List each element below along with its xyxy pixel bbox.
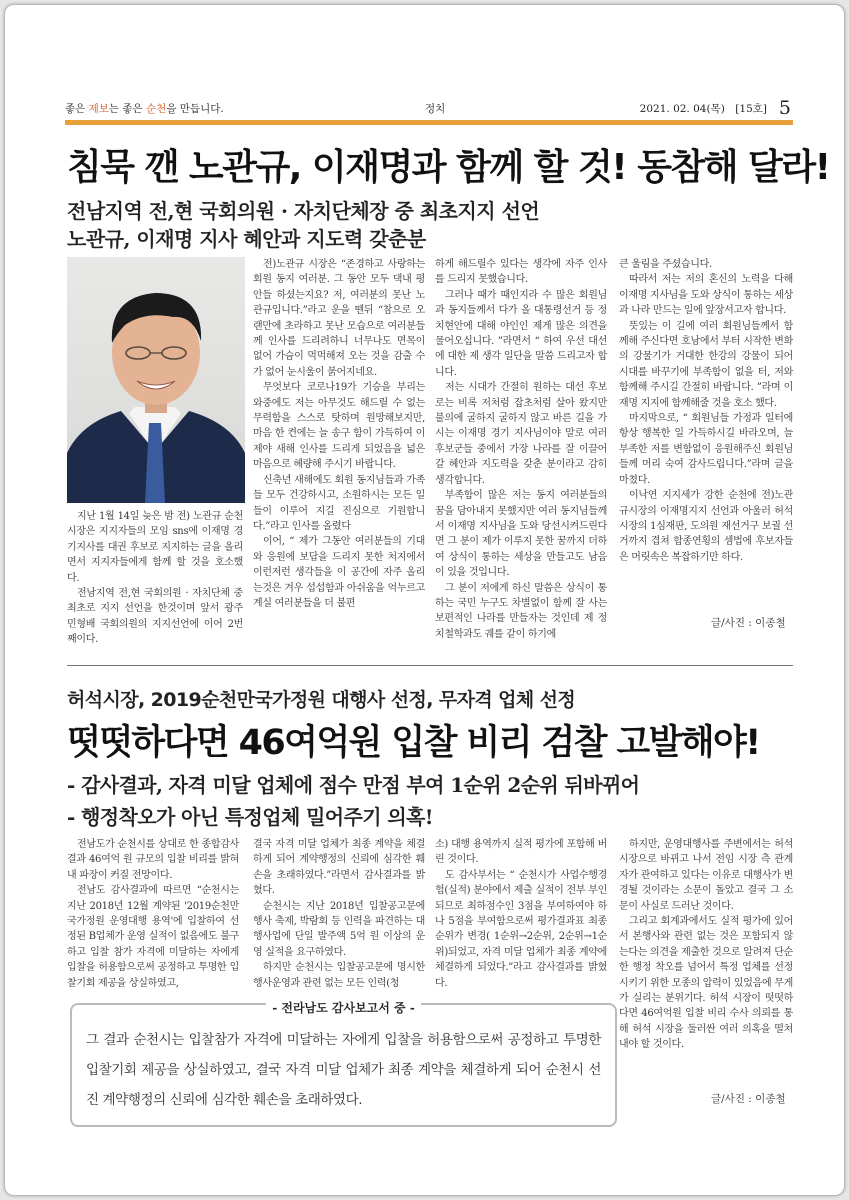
header-accent-bar <box>65 120 793 125</box>
paragraph: 도 감사부서는 “ 순천시가 사업수행경험(실적) 분야에서 제출 실적이 전부 부인되므로 최하점수인 3점을 부여하여야 하나 5점을 부여함으로써 평가결과표 최종 순위가 변경( 1순위→2순위, 2순위→1순위)되었고, 자격 미달 업체가 최종 계약에 체결하게 되었다.”라고 감사결과를 밝혔다. <box>435 869 607 989</box>
paragraph: 결국 자격 미달 업체가 최종 계약을 체결하게 되어 계약행정의 신뢰에 심각한 훼손을 초래하였다.”라면서 감사결과를 밝혔다. <box>253 839 425 897</box>
paragraph: 그리고 회계과에서도 실적 평가에 있어서 본행사와 관련 없는 것은 포함되지 않는다는 의견을 제출한 것으로 알려져 단순한 행정 착오를 넘어서 특정 업체를 선정시키기 위한 모종의 압력이 있었음에 무게가 실리는 분위기다. 허석 시장이 떳떳하다면 46여억원 입찰 비리 수사 의뢰를 통해 허석 시장을 둘러싼 여러 의혹을 떨쳐내야 할 것이다. <box>619 916 793 1051</box>
newspaper-motto: 좋은 제보는 좋은 순천을 만듭니다. <box>65 103 224 115</box>
headline-1: 침묵 깬 노관규, 이재명과 함께 할 것! 동참해 달라! <box>67 147 830 188</box>
article1-column-2 <box>253 257 425 611</box>
article-divider <box>67 665 793 666</box>
article1-column-4 <box>619 257 793 565</box>
headline-2: 떳떳하다면 46여억원 입찰 비리 검찰 고발해야! <box>67 723 760 763</box>
paragraph: 소) 대행 용역까지 실적 평가에 포함해 버린 것이다. <box>435 839 607 866</box>
paragraph: 하지만, 운영대행사를 주변에서는 허석 시장으로 바뀌고 나서 전임 시장 측 관계자가 관여하고 있다는 이유로 대행사가 변경될 것이라는 소문이 돌았고 결국 그 소문이 사실로 드러난 것이다. <box>619 839 793 912</box>
paragraph: 그 분이 저에게 하신 말씀은 상식이 통하는 국민 누구도 차별없이 함께 잘 사는 보편적인 나라를 만들자는 것인데 제 정치철학과도 궤를 같이 하기에 <box>435 582 607 640</box>
portrait-photo <box>67 257 245 503</box>
paragraph: 전남도가 순천시를 상대로 한 종합감사결과 46여억 원 규모의 입찰 비리를 밝혀내 파장이 커질 전망이다. <box>67 839 239 881</box>
audit-quote-text: 그 결과 순천시는 입찰참가 자격에 미달하는 자에게 입찰을 허용함으로써 공정하고 투명한 입찰기회 제공을 상실하였고, 결국 자격 미달 업체가 최종 계약을 체결하게 되어 순천시 선진 계약행정의 신뢰에 심각한 훼손을 초래하였다. <box>86 1032 601 1108</box>
article2-column-3 <box>435 837 607 991</box>
article1-credit: 글/사진 : 이종철 <box>711 617 786 629</box>
paragraph: 이어, “ 제가 그동안 여러분들의 기대와 응원에 보답을 드리지 못한 처지에서 이런저런 생각들을 이 공간에 자주 올리는것은 겨우 섭섭함과 아쉬움을 억누르고 계실 여러분들을 더 불편 <box>253 536 425 609</box>
paragraph: 마지막으로, “ 회원님들 가정과 일터에 항상 행복한 일 가득하시길 바라오며, 늘 부족한 저를 변함없이 응원해주신 회원님들께 머리 숙여 감사드립니다.”라며 글을 마쳤다. <box>619 413 793 486</box>
audit-quote-title: - 전라남도 감사보고서 중 - <box>266 1001 421 1015</box>
subheadline-1a: 전남지역 전,현 국회의원 · 자치단체장 중 최초지지 선언 <box>67 199 540 223</box>
paragraph: 하지만 순천시는 입찰공고문에 명시한 행사운영과 관련 없는 모든 인력(청 <box>253 962 425 989</box>
paragraph: 신축년 새해에도 회원 동지님들과 가족들 모두 건강하시고, 소원하시는 모든 일들이 이루어 지길 진심으로 기원합니다.”라고 인사를 올렸다 <box>253 474 425 532</box>
article2-credit: 글/사진 : 이종철 <box>711 1093 786 1105</box>
kicker-2: 허석시장, 2019순천만국가정원 대행사 선정, 무자격 업체 선정 <box>67 689 576 711</box>
paragraph: 부족함이 많은 저는 동지 여러분들의 꿈을 담아내지 못했지만 여러 동지님들께서 이재명 지사님을 도와 당선시켜드린다면 그 분이 제가 이루지 못한 꿈까지 더하여 상식이 통하는 세상을 만들고도 남음이 있을 것입니다. <box>435 490 607 579</box>
paragraph: 그러나 때가 때인지라 수 많은 회원님과 동지들께서 다가 올 대통령선거 등 정치현안에 대해 야인인 제게 많은 의견을 물어오십니다. ”라면서 “ 하여 우선 대선에 대한 제 생각 일단을 말씀 드리고자 합니다. <box>435 289 607 378</box>
article2-column-1 <box>67 837 239 991</box>
issue-date: 2021. 02. 04(목) [15호] <box>639 103 767 115</box>
subheadline-2a: - 감사결과, 자격 미달 업체에 점수 만점 부여 1순위 2순위 뒤바뀌어 <box>67 773 640 797</box>
portrait-illustration <box>67 257 245 503</box>
paragraph: 저는 시대가 간절히 원하는 대선 후보로는 비록 저처럼 잡초처럼 살아 왔지만 불의에 굴하지 굴하지 않고 바른 길을 가시는 이재명 경기 지사님이야 말로 여러 후보군들 중에서 가장 나라를 잘 이끌어 갈 혜안과 지도력을 갖춘 분이라고 감히 생각합니다. <box>435 382 607 486</box>
paragraph: 순천시는 지난 2018년 입찰공고문에 행사 축제, 박람회 등 인력을 파견하는 대행사업에 단일 발주액 5억 원 이상의 운영 실적을 요구하였다. <box>253 900 425 958</box>
photo-caption-column <box>67 509 243 648</box>
subheadline-1b: 노관규, 이재명 지사 혜안과 지도력 갖춘분 <box>67 227 426 251</box>
audit-quote-title-wrap <box>72 997 615 1016</box>
paragraph: 큰 울림을 주셨습니다. <box>619 259 712 270</box>
section-label: 정치 <box>425 103 446 115</box>
paragraph: 전)노관규 시장은 “존경하고 사랑하는 회원 동지 여러분. 그 동안 모두 댁내 평안들 하셨는지요? 저, 여러분의 못난 노관규입니다.”라고 운을 뗀뒤 “참으로 오랜만에 초라하고 못난 모습으로 여러분들께 인사를 드리려하니 너무나도 면목이 없어 가슴이 먹먹해져 오는 것을 감출 수가 없어 눈시울이 붉어지네요. <box>253 259 425 378</box>
paragraph: 하게 해드릴수 있다는 생각에 자주 인사를 드리지 못했습니다. <box>435 259 607 286</box>
article2-column-2 <box>253 837 425 991</box>
paragraph: 전남도 감사결과에 따르면 “순천시는 지난 2018년 12월 계약된 '2019순천만국가정원 운영대행 용역'에 입찰하여 선정된 B업체가 운영 실적이 없음에도 불구하고 입찰 참가 자격에 미달하는 자에게 입찰을 허용함으로써 공정하고 투명한 입찰기회 제공을 상실하였고, <box>67 885 239 989</box>
subheadline-2b: - 행정착오가 아닌 특정업체 밀어주기 의혹! <box>67 805 433 829</box>
newspaper-page <box>4 4 845 1196</box>
article2-column-4 <box>619 837 793 1053</box>
article1-column-3 <box>435 257 607 642</box>
paragraph: 뜻있는 이 길에 여러 회원님들께서 함께해 주신다면 호남에서 부터 시작한 변화의 강물기가 거대한 한강의 강물이 되어 시대를 바꾸기에 부족함이 없을 터, 저와 함께해 주시길 간절히 바랍니다. ”라며 이재명 지지에 함께해줄 것을 호소 했다. <box>619 320 793 409</box>
paragraph: 따라서 저는 저의 혼신의 노력을 다해 이재명 지사님을 도와 상식이 통하는 세상과 나라 만드는 일에 앞장서고자 합니다. <box>619 274 793 317</box>
paragraph: 무엇보다 코로나19가 기승을 부리는 와중에도 저는 아무것도 해드릴 수 없는 무력함을 스스로 탓하며 원망해보지만, 마음 한 켠에는 늘 송구 함이 가득하여 이제야 새해 인사를 드리게 되었음을 넓은 마음으로 혜량해 주시기 바랍니다. <box>253 382 425 471</box>
audit-quote-box <box>70 1003 617 1127</box>
page-number: 5 <box>778 97 791 119</box>
photo-caption: 지난 1월 14일 늦은 밤 전) 노관규 순천시장은 지지자들의 모임 sns에 이재명 경기지사를 대권 후보로 지지하는 글을 올리면서 지지자들에게 함께 할 것을 호소했다. <box>67 511 243 584</box>
page-header <box>65 97 793 120</box>
paragraph: 이낙연 지지세가 강한 순천에 전)노관규시장의 이재명지지 선언과 아울러 허석시장의 1심재판, 도의원 재선거구 보궐 선거까지 겹쳐 합종연횡의 셈법에 후보자들은 머릿속은 복잡하기만 하다. <box>619 490 793 563</box>
photo-caption-2: 전남지역 전,현 국회의원 · 자치단체 중 최초로 지지 선언을 한것이며 앞서 광주 민형배 국회의원의 지지선언에 이어 2번째이다. <box>67 588 243 646</box>
